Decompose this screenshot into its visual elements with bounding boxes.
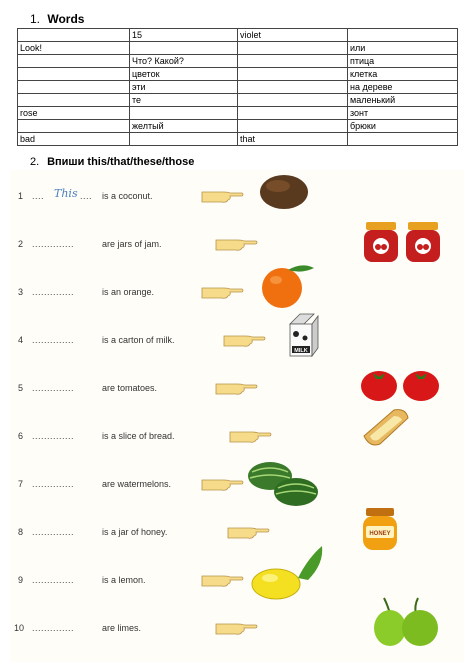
words-table-row (18, 29, 458, 42)
answer-blank[interactable]: .............. (32, 575, 75, 585)
words-table-row (18, 133, 458, 146)
words-table-row (18, 120, 458, 133)
words-table-row (18, 107, 458, 120)
exercise-row-3 (10, 268, 464, 314)
honey-jar-icon (360, 506, 400, 552)
words-table-cell[interactable]: эти (130, 81, 238, 94)
exercise-row-7 (10, 460, 464, 506)
words-table-cell[interactable] (18, 55, 130, 68)
sentence-text: is a slice of bread. (102, 431, 175, 441)
answer-blank[interactable]: .............. (32, 287, 75, 297)
sentence-text: is a carton of milk. (102, 335, 175, 345)
honey-label: HONEY (369, 531, 391, 537)
answer-blank-tail: .... (80, 191, 93, 201)
sentence-text: are limes. (102, 623, 142, 633)
words-table-cell[interactable] (238, 107, 348, 120)
section-1-number: 1. (30, 12, 41, 26)
words-table-row (18, 68, 458, 81)
jam-jars-icon (362, 220, 446, 266)
words-table-cell[interactable] (238, 81, 348, 94)
words-table-cell[interactable] (348, 29, 458, 42)
item-number: 5 (18, 383, 24, 393)
sentence-text: is a coconut. (102, 191, 153, 201)
lemon-icon (246, 544, 326, 602)
sentence-text: are jars of jam. (102, 239, 162, 249)
words-table-cell[interactable]: клетка (348, 68, 458, 81)
words-table-cell[interactable] (130, 107, 238, 120)
section-2-heading (30, 156, 194, 168)
words-table-cell[interactable]: Что? Какой? (130, 55, 238, 68)
item-number: 2 (18, 239, 24, 249)
words-table-cell[interactable] (18, 29, 130, 42)
words-table-cell[interactable]: желтый (130, 120, 238, 133)
exercise-row-2 (10, 220, 464, 266)
item-number: 8 (18, 527, 24, 537)
words-table-cell[interactable]: маленький (348, 94, 458, 107)
answer-blank[interactable]: .............. (32, 527, 75, 537)
sentence-text: is a lemon. (102, 575, 146, 585)
words-table-cell[interactable] (238, 42, 348, 55)
item-number: 7 (18, 479, 24, 489)
exercise-row-8 (10, 508, 464, 554)
words-table-cell[interactable]: Look! (18, 42, 130, 55)
item-number: 3 (18, 287, 24, 297)
sentence-text: is a jar of honey. (102, 527, 168, 537)
orange-icon (258, 260, 322, 310)
words-table-cell[interactable]: цветок (130, 68, 238, 81)
exercise-area (10, 170, 464, 662)
sentence-text: is an orange. (102, 287, 155, 297)
words-table-row (18, 42, 458, 55)
sentence-text: are watermelons. (102, 479, 172, 489)
pointing-hand-icon (200, 186, 244, 204)
words-table-cell[interactable] (18, 94, 130, 107)
exercise-row-1 (10, 172, 464, 218)
exercise-row-10 (10, 604, 464, 650)
words-table-cell[interactable] (18, 81, 130, 94)
answer-blank[interactable]: .... (32, 191, 45, 201)
section-2-number: 2. (30, 156, 40, 168)
exercise-row-4 (10, 316, 464, 362)
words-table-cell[interactable]: птица (348, 55, 458, 68)
milk-label: MILK (294, 348, 308, 354)
pointing-hand-icon (200, 570, 244, 588)
words-table-row (18, 94, 458, 107)
words-table-cell[interactable]: that (238, 133, 348, 146)
item-number: 1 (18, 191, 24, 201)
words-table-cell[interactable] (348, 133, 458, 146)
milk-carton-icon (284, 312, 324, 358)
item-number: 4 (18, 335, 24, 345)
item-number: 6 (18, 431, 24, 441)
section-2-title: Впиши this/that/these/those (47, 156, 195, 168)
words-table (17, 28, 458, 146)
bread-slice-icon (360, 406, 412, 450)
tomatoes-icon (360, 366, 444, 404)
answer-blank[interactable]: .............. (32, 479, 75, 489)
pointing-hand-icon (214, 234, 258, 252)
answer-blank[interactable]: .............. (32, 623, 75, 633)
item-number: 9 (18, 575, 24, 585)
pointing-hand-icon (214, 378, 258, 396)
item-number: 10 (14, 623, 25, 633)
words-table-row (18, 81, 458, 94)
answer-text: This (54, 187, 78, 200)
words-table-cell[interactable] (130, 42, 238, 55)
sentence-text: are tomatoes. (102, 383, 158, 393)
section-1-heading (30, 12, 84, 26)
pointing-hand-icon (222, 330, 266, 348)
words-table-cell[interactable]: те (130, 94, 238, 107)
exercise-row-6 (10, 412, 464, 458)
words-table-cell[interactable] (238, 55, 348, 68)
watermelons-icon (246, 460, 322, 508)
answer-blank[interactable]: .............. (32, 335, 75, 345)
exercise-row-5 (10, 364, 464, 410)
answer-blank[interactable]: .............. (32, 383, 75, 393)
pointing-hand-icon (200, 474, 244, 492)
limes-icon (370, 594, 446, 648)
words-table-cell[interactable] (238, 120, 348, 133)
words-table-cell[interactable]: 15 (130, 29, 238, 42)
words-table-cell[interactable]: bad (18, 133, 130, 146)
words-table-cell[interactable] (18, 120, 130, 133)
pointing-hand-icon (214, 618, 258, 636)
words-table-cell[interactable] (238, 94, 348, 107)
words-table-cell[interactable]: rose (18, 107, 130, 120)
words-table-cell[interactable]: или (348, 42, 458, 55)
answer-blank[interactable]: .............. (32, 239, 75, 249)
words-table-cell[interactable] (238, 68, 348, 81)
answer-blank[interactable]: .............. (32, 431, 75, 441)
words-table-cell[interactable] (130, 133, 238, 146)
pointing-hand-icon (200, 282, 244, 300)
section-1-title: Words (47, 12, 85, 26)
pointing-hand-icon (226, 522, 270, 540)
words-table-cell[interactable] (18, 68, 130, 81)
words-table-cell[interactable]: зонт (348, 107, 458, 120)
coconut-icon (258, 172, 310, 212)
pointing-hand-icon (228, 426, 272, 444)
words-table-cell[interactable]: брюки (348, 120, 458, 133)
words-table-row (18, 55, 458, 68)
words-table-cell[interactable]: на дереве (348, 81, 458, 94)
words-table-cell[interactable]: violet (238, 29, 348, 42)
